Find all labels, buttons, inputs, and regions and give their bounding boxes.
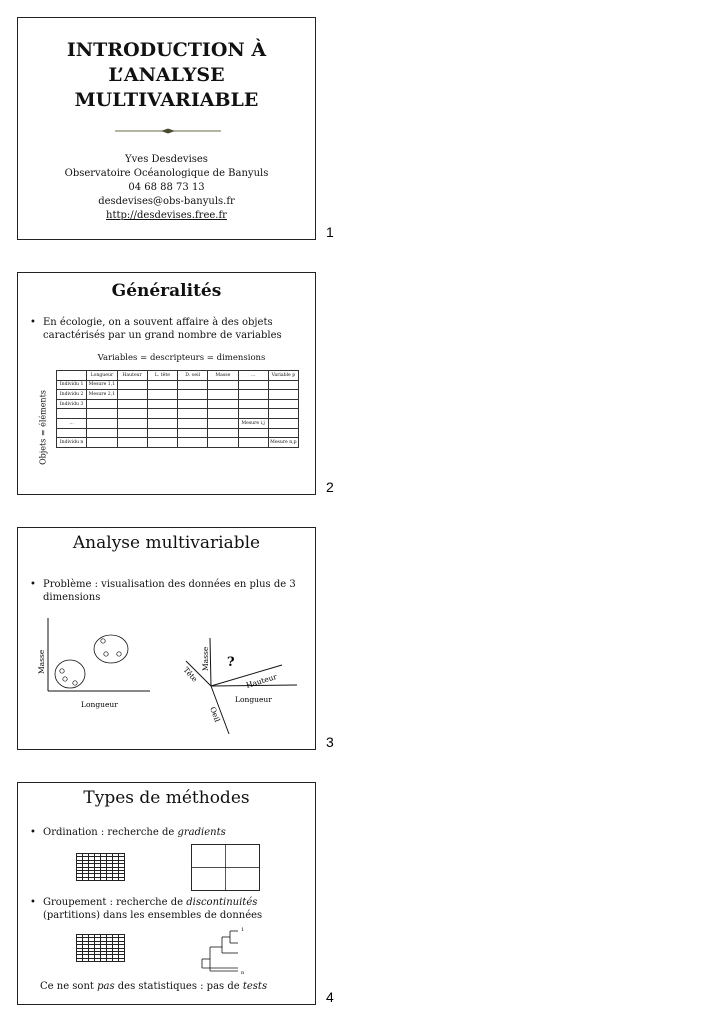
table-cell [208, 380, 238, 390]
table-cell: ... [57, 418, 87, 428]
table-cell [268, 399, 298, 409]
bullet-text: Problème : visualisation des données en plus de 3 dimensions [43, 579, 296, 603]
table-cell [117, 399, 147, 409]
table-cell [178, 380, 208, 390]
table-cell [87, 409, 117, 419]
slide-3 [17, 527, 316, 750]
table-cell [208, 418, 238, 428]
table-cell [147, 428, 177, 438]
title-line: L’ANALYSE [108, 64, 225, 86]
bullet-icon: • [30, 579, 36, 590]
slide-1-title [18, 38, 315, 113]
table-cell [238, 409, 268, 419]
slide-2 [17, 272, 316, 495]
table-cell [178, 418, 208, 428]
table-cell [57, 428, 87, 438]
table-cell [147, 380, 177, 390]
table-cell [117, 418, 147, 428]
table-cell [147, 418, 177, 428]
axis-label-longueur-left: Longueur [81, 700, 118, 709]
table-cell [268, 390, 298, 400]
table-row [57, 428, 299, 438]
data-matrix-icon [76, 853, 125, 881]
table-caption: Variables = descripteurs = dimensions [97, 353, 266, 363]
table-cell [117, 409, 147, 419]
table-cell [238, 438, 268, 448]
table-cell: Individu 2 [57, 390, 87, 400]
axis-label-masse-right: Masse [201, 646, 210, 671]
table-cell [147, 409, 177, 419]
table-cell [268, 428, 298, 438]
question-mark: ? [227, 655, 235, 670]
bullet-icon: • [30, 827, 36, 838]
table-row [57, 409, 299, 419]
table-row [57, 380, 299, 390]
author-name: Yves Desdevises [125, 154, 208, 165]
table-cell [147, 438, 177, 448]
table-cell: Mesure n,p [268, 438, 298, 448]
table-row [57, 438, 299, 448]
table-cell [178, 399, 208, 409]
bullet-text: Ordination : recherche de gradients [43, 827, 226, 838]
table-cell [268, 409, 298, 419]
axis-label-oeil: Oeil [208, 705, 222, 724]
axis-label-hauteur: Hauteur [244, 672, 278, 690]
title-line: MULTIVARIABLE [74, 89, 259, 111]
website-link[interactable]: http://desdevises.free.fr [106, 210, 227, 221]
table-cell [117, 438, 147, 448]
table-cell [178, 409, 208, 419]
table-cell: Mesure 2,1 [87, 390, 117, 400]
table-cell [268, 380, 298, 390]
page-number: 1 [326, 224, 334, 240]
table-cell [208, 390, 238, 400]
table-cell [208, 409, 238, 419]
table-header-row [57, 371, 299, 381]
slide-3-title: Analyse multivariable [72, 533, 261, 553]
slide-1 [17, 17, 316, 240]
table-cell [147, 399, 177, 409]
table-cell: Mesure i,j [238, 418, 268, 428]
title-line: INTRODUCTION À [66, 39, 267, 61]
bullet-icon: • [30, 897, 36, 908]
header-cell: Longueur [87, 371, 117, 381]
footer-note: Ce ne sont pas des statistiques : pas de tests [40, 981, 268, 992]
table-cell [87, 418, 117, 428]
table-cell: Individu n [57, 438, 87, 448]
organization: Observatoire Océanologique de Banyuls [64, 168, 269, 179]
table-cell [117, 390, 147, 400]
scatter-diagram [18, 528, 316, 750]
table-cell [268, 418, 298, 428]
email-address: desdevises@obs-banyuls.fr [98, 196, 235, 207]
header-cell-empty [57, 371, 87, 381]
bullet-text: Groupement : recherche de discontinuités (partitions) dans les ensembles de données [43, 897, 263, 921]
table-cell [87, 399, 117, 409]
slide-2-title: Généralités [111, 281, 222, 301]
table-cell: Mesure 1,1 [87, 380, 117, 390]
table-row [57, 418, 299, 428]
bullet-icon: • [30, 317, 36, 328]
data-table [56, 370, 299, 448]
header-cell: Masse [208, 371, 238, 381]
table-cell [87, 438, 117, 448]
data-matrix-icon [76, 934, 125, 962]
axis-label-masse-left: Masse [37, 649, 46, 674]
header-cell: L. tête [147, 371, 177, 381]
table-cell [238, 390, 268, 400]
page-number: 2 [326, 479, 334, 495]
ornament-divider [113, 126, 223, 136]
header-cell: ... [238, 371, 268, 381]
page-number: 4 [326, 989, 334, 1005]
table-row [57, 390, 299, 400]
table-cell [238, 399, 268, 409]
header-cell: Hauteur [117, 371, 147, 381]
table-cell [208, 428, 238, 438]
table-cell: Individu 1 [57, 380, 87, 390]
table-cell [238, 428, 268, 438]
table-cell: Individu 3 [57, 399, 87, 409]
axis-label-longueur-right: Longueur [235, 695, 272, 704]
table-cell [87, 428, 117, 438]
slide-4-title: Types de méthodes [83, 788, 250, 808]
page-number: 3 [326, 734, 334, 750]
table-cell [178, 438, 208, 448]
phone-number: 04 68 88 73 13 [128, 182, 205, 193]
table-cell [147, 390, 177, 400]
slide-4 [17, 782, 316, 1005]
table-cell [238, 380, 268, 390]
table-cell [208, 438, 238, 448]
table-cell [117, 428, 147, 438]
header-cell: Variable p [268, 371, 298, 381]
objects-side-label: Objets = éléments [38, 390, 48, 465]
axis-label-tete: Tête [181, 665, 200, 684]
dendro-label-top: 1 [241, 927, 245, 933]
dendro-label-bottom: n [241, 970, 245, 975]
table-cell [178, 428, 208, 438]
bullet-text: En écologie, on a souvent affaire à des objets caractérisés par un grand nombre de variables [43, 317, 282, 341]
table-cell [117, 380, 147, 390]
ordination-plot-icon [191, 844, 261, 892]
table-cell [178, 390, 208, 400]
table-cell [57, 409, 87, 419]
dendrogram-icon [198, 923, 258, 975]
table-cell [208, 399, 238, 409]
table-row [57, 399, 299, 409]
header-cell: D. oeil [178, 371, 208, 381]
